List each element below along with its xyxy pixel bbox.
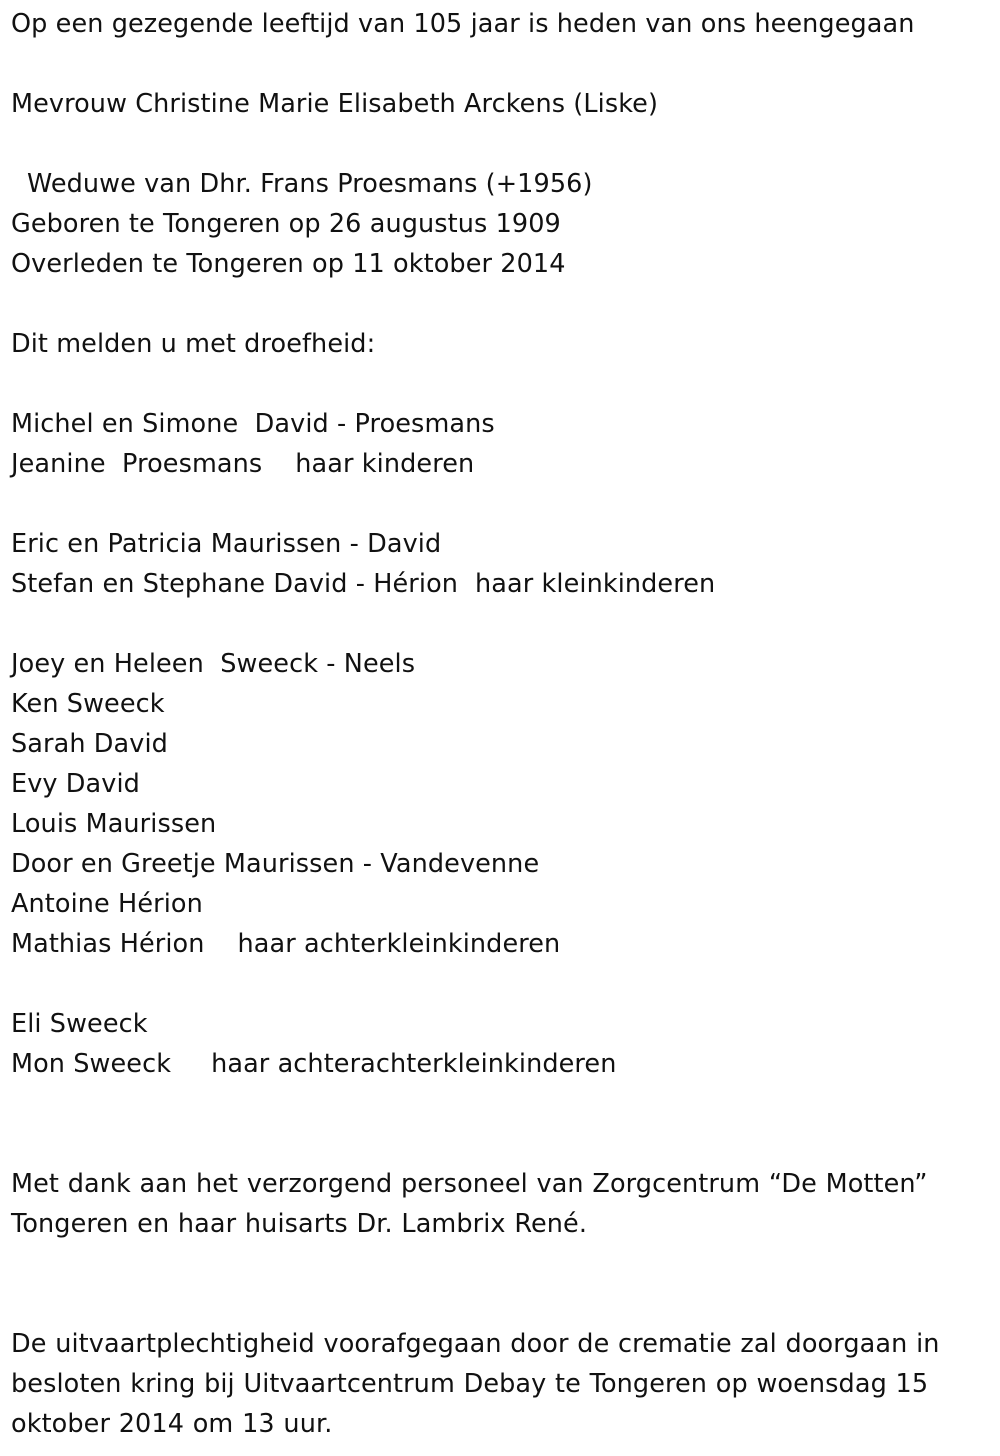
announcement-message: Dit melden u met droefheid: (11, 329, 376, 359)
children-row (11, 444, 996, 484)
thanks-paragraph: Met dank aan het verzorgend personeel van Zorgcentrum “De Motten” Tongeren en haar huisarts Dr. Lambrix René. (11, 1169, 928, 1239)
death-line: Overleden te Tongeren op 11 oktober 2014 (11, 249, 566, 279)
grandchildren-relation: haar kleinkinderen (475, 569, 716, 599)
grandchildren-row (11, 564, 996, 604)
great-great-grandchildren-row (11, 1044, 996, 1084)
spacer (11, 1244, 996, 1324)
grandchildren-name: Eric en Patricia Maurissen - David (11, 529, 442, 559)
great-grandchildren-name: Ken Sweeck (11, 689, 165, 719)
great-grandchildren-row (11, 924, 996, 964)
children-name: Jeanine Proesmans (11, 449, 263, 479)
spacer (11, 1084, 996, 1164)
great-grandchildren-name: Sarah David (11, 729, 168, 759)
spacer (11, 44, 996, 84)
great-grandchildren-name: Mathias Hérion (11, 929, 205, 959)
great-grandchildren-name: Evy David (11, 769, 140, 799)
great-great-grandchildren-name: Mon Sweeck (11, 1049, 172, 1079)
widow-line: Weduwe van Dhr. Frans Proesmans (+1956) (27, 169, 593, 199)
spacer (11, 964, 996, 1004)
birth-line: Geboren te Tongeren op 26 augustus 1909 (11, 209, 561, 239)
great-great-grandchildren-relation: haar achterachterkleinkinderen (211, 1049, 617, 1079)
deceased-name: Mevrouw Christine Marie Elisabeth Arckens (Liske) (11, 89, 659, 119)
spacer (11, 364, 996, 404)
spacer (11, 604, 996, 644)
great-grandchildren-name: Louis Maurissen (11, 809, 217, 839)
grandchildren-name: Stefan en Stephane David - Hérion (11, 569, 459, 599)
great-great-grandchildren-name: Eli Sweeck (11, 1009, 148, 1039)
great-grandchildren-name: Antoine Hérion (11, 889, 203, 919)
obituary-document (11, 4, 996, 1444)
spacer (11, 124, 996, 164)
spacer (11, 484, 996, 524)
ceremony-paragraph: De uitvaartplechtigheid voorafgegaan door de crematie zal doorgaan in besloten kring bij Uitvaartcentrum Debay te Tongeren op woensdag 15 oktober 2014 om 13 uur. (11, 1329, 940, 1439)
children-relation: haar kinderen (295, 449, 475, 479)
great-grandchildren-relation: haar achterkleinkinderen (237, 929, 561, 959)
spacer (11, 284, 996, 324)
intro-line: Op een gezegende leeftijd van 105 jaar is heden van ons heengegaan (11, 9, 915, 39)
great-grandchildren-name: Door en Greetje Maurissen - Vandevenne (11, 849, 540, 879)
great-grandchildren-name: Joey en Heleen Sweeck - Neels (11, 649, 416, 679)
children-name: Michel en Simone David - Proesmans (11, 409, 495, 439)
